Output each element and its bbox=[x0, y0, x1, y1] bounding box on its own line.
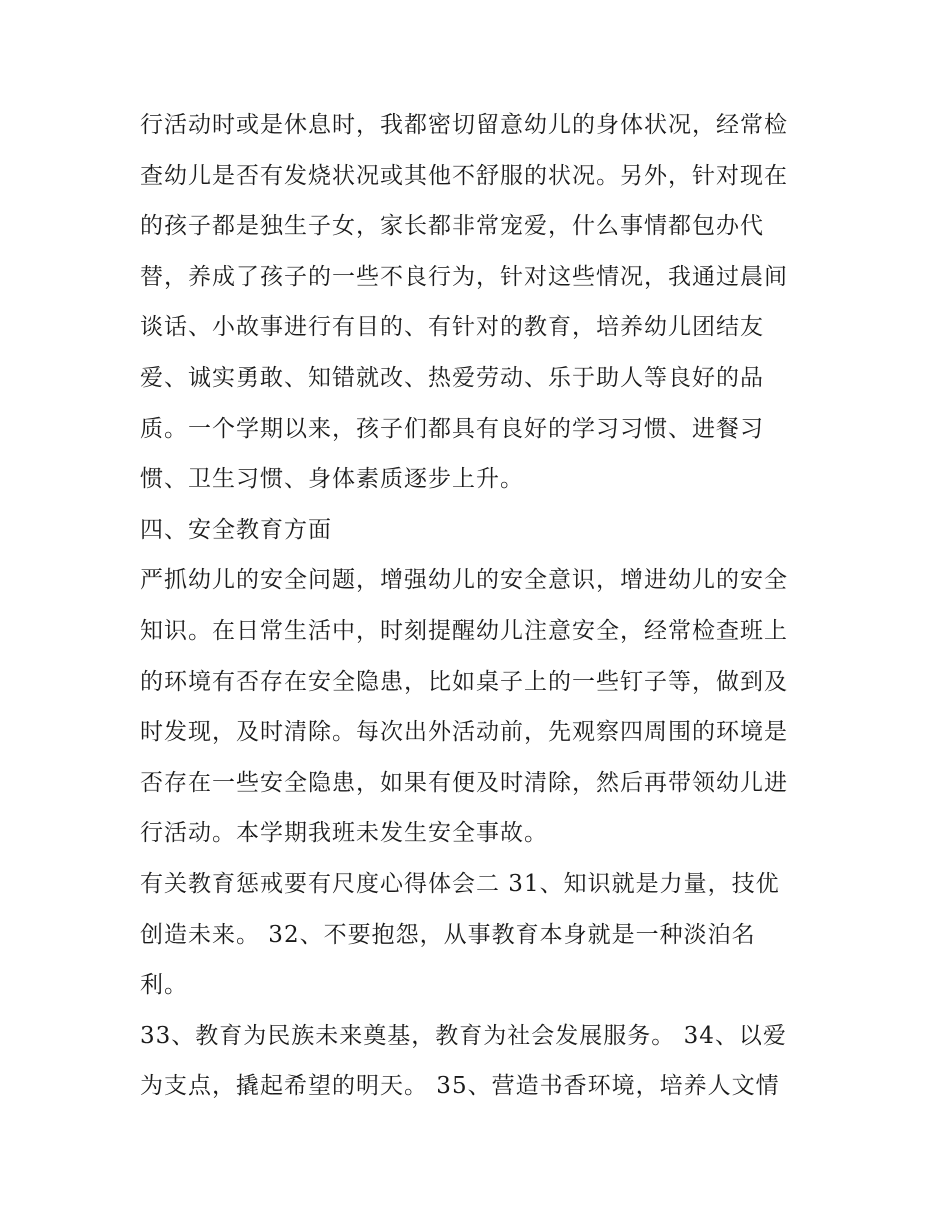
text-line: 有关教育惩戒要有尺度心得体会二 31、知识就是力量，技优 bbox=[140, 870, 780, 897]
text-line: 否存在一些安全隐患，如果有便及时清除，然后再带领幼儿进 bbox=[140, 769, 788, 796]
text-line: 时发现，及时清除。每次出外活动前，先观察四周围的环境是 bbox=[140, 719, 788, 746]
text-line: 查幼儿是否有发烧状况或其他不舒服的状况。另外，针对现在 bbox=[140, 162, 788, 189]
text-line: 质。一个学期以来，孩子们都具有良好的学习习惯、进餐习 bbox=[140, 415, 764, 442]
text-line: 严抓幼儿的安全问题，增强幼儿的安全意识，增进幼儿的安全 bbox=[140, 567, 788, 594]
body-text bbox=[140, 100, 830, 1112]
text-line: 创造未来。 32、不要抱怨，从事教育本身就是一种淡泊名 bbox=[140, 921, 756, 948]
text-line: 行活动时或是休息时，我都密切留意幼儿的身体状况，经常检 bbox=[140, 112, 788, 138]
text-line: 的孩子都是独生子女，家长都非常宠爱，什么事情都包办代 bbox=[140, 213, 764, 240]
text-line: 利。 bbox=[140, 972, 188, 999]
text-line: 谈话、小故事进行有目的、有针对的教育，培养幼儿团结友 bbox=[140, 314, 764, 341]
section-heading: 四、安全教育方面 bbox=[140, 516, 332, 543]
text-line: 惯、卫生习惯、身体素质逐步上升。 bbox=[140, 466, 524, 493]
text-line: 行活动。本学期我班未发生安全事故。 bbox=[140, 820, 548, 847]
text-line: 的环境有否存在安全隐患，比如桌子上的一些钉子等，做到及 bbox=[140, 668, 788, 695]
text-line: 爱、诚实勇敢、知错就改、热爱劳动、乐于助人等良好的品 bbox=[140, 364, 764, 391]
text-line: 知识。在日常生活中，时刻提醒幼儿注意安全，经常检查班上 bbox=[140, 617, 788, 644]
text-line: 33、教育为民族未来奠基，教育为社会发展服务。 34、以爱 bbox=[140, 1022, 787, 1049]
text-line: 为支点，撬起希望的明天。 35、营造书香环境，培养人文情 bbox=[140, 1073, 780, 1100]
text-line: 替，养成了孩子的一些不良行为，针对这些情况，我通过晨间 bbox=[140, 263, 788, 290]
